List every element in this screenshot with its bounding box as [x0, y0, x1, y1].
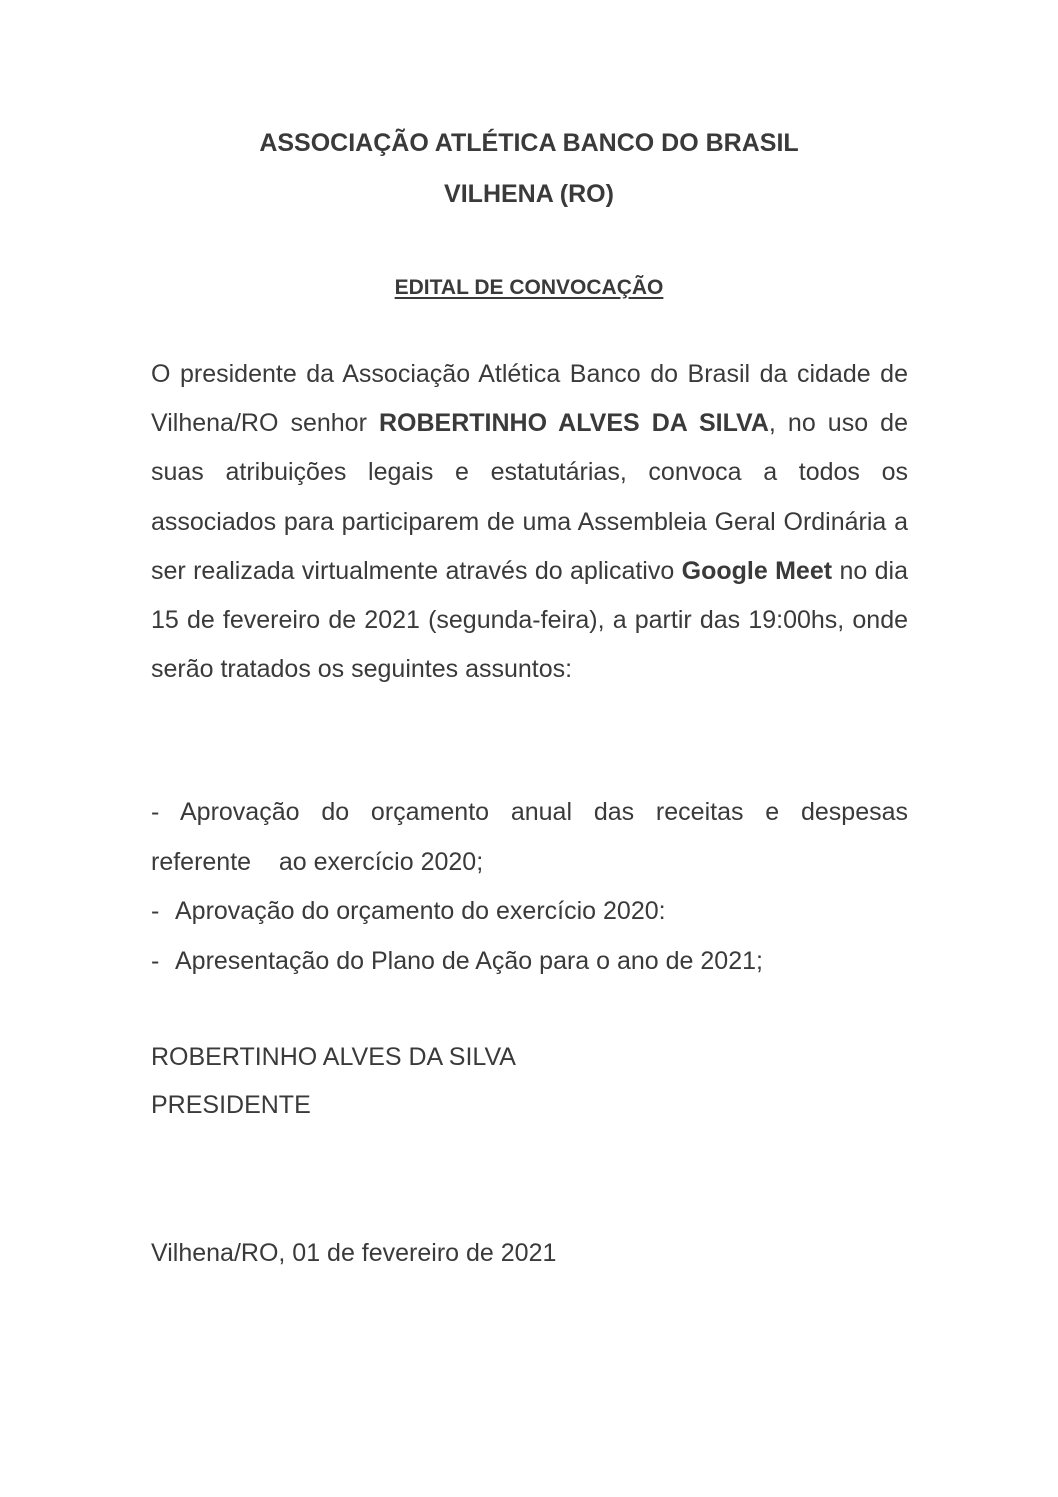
- agenda-item-text: Apresentação do Plano de Ação para o ano de 2021;: [175, 946, 763, 975]
- agenda-list: [151, 788, 915, 986]
- agenda-dash: -: [151, 897, 160, 925]
- organization-name: ASSOCIAÇÃO ATLÉTICA BANCO DO BRASIL: [259, 129, 799, 157]
- paragraph-text-2: , no uso de suas atribuições legais e estatutárias, convoca a todos os associados para participarem de uma Assembleia Geral Ordinária a ser realizada virtualmente através do aplicativo: [151, 409, 908, 585]
- paragraph-text-3: no dia 15 de fevereiro de 2021 (segunda-feira), a partir das 19:00hs, onde serão tratados os seguintes assuntos:: [151, 556, 909, 684]
- signatory-role: PRESIDENTE: [151, 1091, 311, 1119]
- president-name-bold: ROBERTINHO ALVES DA SILVA: [378, 409, 769, 438]
- signatory-name: ROBERTINHO ALVES DA SILVA: [151, 1043, 516, 1071]
- agenda-item: [151, 937, 908, 987]
- document-title: EDITAL DE CONVOCAÇÃO: [394, 276, 664, 299]
- organization-city: VILHENA (RO): [444, 180, 614, 208]
- agenda-dash: -: [151, 946, 160, 975]
- agenda-item: [151, 887, 908, 937]
- agenda-item: [151, 788, 915, 887]
- agenda-item-text: Aprovação do orçamento do exercício 2020:: [175, 897, 666, 925]
- convocation-paragraph: [151, 350, 908, 694]
- agenda-item-text: Aprovação do orçamento anual das receitas e despesas referente ao exercício 2020;: [151, 798, 915, 876]
- agenda-dash: -: [151, 798, 160, 826]
- place-and-date: Vilhena/RO, 01 de fevereiro de 2021: [151, 1239, 557, 1267]
- paragraph-text-1: O presidente da Associação Atlética Banco do Brasil da cidade de Vilhena/RO senhor: [151, 360, 908, 438]
- app-name-bold: Google Meet: [681, 556, 833, 585]
